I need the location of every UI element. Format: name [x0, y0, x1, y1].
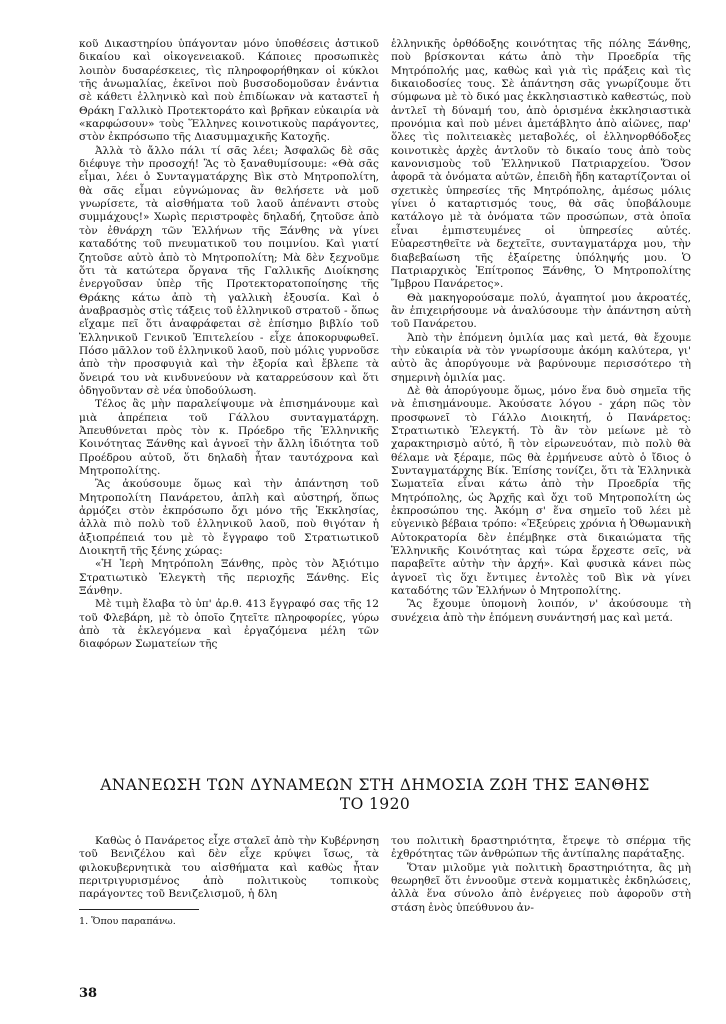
- paragraph: Θὰ μακηγορούσαμε πολύ, ἀγαπητοί μου ἀκροατές, ἂν ἐπιχειρήσουμε νὰ ἀναλύσουμε τὴν ἀπάντηση αὐτὴ τοῦ Πανάρετου.: [391, 291, 691, 331]
- footnote: 1. Ὅπου παραπάνω.: [79, 916, 176, 927]
- paragraph: Ἂς ἀκούσουμε ὅμως καὶ τὴν ἀπάντηση τοῦ Μητροπολίτη Πανάρετου, ἁπλὴ καὶ αὐστηρή, ὅπως ἁρμόζει στὸν ἐκπρόσωπο ὄχι μόνο τῆς Ἐκκλησίας, ἀλλὰ πιὸ πολὺ τοῦ ἑλληνικοῦ λαοῦ, ποὺ θιγόταν ἡ ἀξιοπρέπειά του μὲ τὸ ἔγγραφο τοῦ Στρατιωτικοῦ Διοικητῆ τῆς ξένης χώρας:: [79, 478, 379, 558]
- section-heading-line1: ΑΝΑΝΕΩΣΗ ΤΩΝ ΔΥΝΑΜΕΩΝ ΣΤΗ ΔΗΜΟΣΙΑ ΖΩΗ ΤΗΣ ΞΑΝΘΗΣ: [100, 776, 650, 794]
- lower-right-column: [391, 835, 691, 915]
- paragraph: Ἀπὸ τὴν ἑπόμενη ὁμιλία μας καὶ μετά, θὰ ἔχουμε τὴν εὐκαιρία νὰ τὸν γνωρίσουμε ἀκόμη καλύτερα, γι' αὐτὸ ἂς ἀπορύγουμε νὰ βαρύνουμε περισσότερο τὴ σημερινὴ ὁμιλία μας.: [391, 331, 691, 384]
- paragraph: κοῦ Δικαστηρίου ὑπάγονταν μόνο ὑποθέσεις ἀστικοῦ δικαίου καὶ οἰκογενειακοῦ. Κάποιες προσωπικὲς λοιπὸν δυσαρέσκειες, τὶς πληροφορήθηκαν οἱ κύκλοι τῆς ἀνωμαλίας, ἐκεῖνοι ποὺ βυσσοδομοῦσαν ἐνάντια σὲ κάθετι ἑλληνικὸ καὶ ποὺ ἐπιδίωκαν νὰ καταστεῖ ἡ Θράκη Γαλλικὸ Προτεκτοράτο καὶ βρῆκαν εὐκαιρία νὰ «καρφώσουν» τοὺς Ἕλληνες κοινοτικοὺς παράγοντες, στὸν ἐκπρόσωπο τῆς Διασυμμαχικῆς Κατοχῆς.: [79, 38, 379, 144]
- paragraph: ἑλληνικῆς ὀρθόδοξης κοινότητας τῆς πόλης Ξάνθης, ποὺ βρίσκονται κάτω ἀπὸ τὴν Προεδρία τῆς Μητρόπολής μας, καθὼς καὶ γιὰ τὶς πράξεις καὶ τὶς δικαιοδοσίες τους. Σὲ ἀπάντηση σᾶς γνωρίζουμε ὅτι σύμφωνα μὲ τὸ δικό μας ἐκκλησιαστικὸ καθεστώς, ποὺ ἀντλεῖ τὴ δύναμή του, ἀπὸ ὁρισμένα ἐκκλησιαστικὰ προνόμια καὶ ποὺ μένει ἀμετάβλητο ἀπὸ αἰῶνες, παρ' ὅλες τὶς πολιτειακὲς μεταβολές, οἱ ἑλληνορθόδοξες κοινοτικὲς ἀρχὲς ἀντλοῦν τὸ δικαίο τους ἀπὸ τοὺς κανονισμοὺς τοῦ Ἑλληνικοῦ Πατριαρχείου. Ὅσον ἀφορᾶ τὰ ὀνόματα αὐτῶν, ἐπειδὴ ἤδη καταρτίζονται οἱ σχετικὲς ὑπηρεσίες τῆς Μητρόπολης, ἀμέσως μόλις γίνει ὁ καταρτισμός τους, θὰ σᾶς ὑποβάλουμε κατάλογο μὲ τὰ ὀνόματα τῶν προσώπων, στὰ ὁποῖα εἶναι ἐμπιστευμένες οἱ ὑπηρεσίες αὐτές. Εὐαρεστηθεῖτε νὰ δεχτεῖτε, συνταγματάρχα μου, τὴν διαβεβαίωση τῆς ἐξαίρετης ὑπόληψής μου. Ὁ Πατριαρχικὸς Ἐπίτροπος Ξάνθης, Ὁ Μητροπολίτης Ἴμβρου Πανάρετος».: [391, 38, 691, 291]
- footnote-rule: [79, 909, 199, 910]
- paragraph: «Ἡ Ἱερὴ Μητρόπολη Ξάνθης, πρὸς τὸν Ἀξιότιμο Στρατιωτικὸ Ἐλεγκτὴ τῆς περιοχῆς Ξάνθης. Εἰς Ξάνθην.: [79, 558, 379, 598]
- right-column: [391, 38, 691, 625]
- paragraph: Καθὼς ὁ Πανάρετος εἶχε σταλεῖ ἀπὸ τὴν Κυβέρνηση τοῦ Βενιζέλου καὶ δὲν εἶχε κρύψει ἴσως, τὰ φιλοκυβερνητικὰ του αἰσθήματα καὶ καθὼς ἦταν περιτριγυρισμένος ἀπὸ πολιτικοὺς τοπικοὺς παράγοντες τοῦ Βενιζελισμοῦ, ἡ δλη: [79, 835, 379, 901]
- section-heading: [95, 776, 655, 814]
- paragraph: Ὅταν μιλοῦμε γιὰ πολιτικὴ δραστηριότητα, ἂς μὴ θεωρηθεῖ ὅτι ἐννοοῦμε στενὰ κομματικὲς ἐκδηλώσεις, ἀλλὰ ἕνα σύνολο ἀπὸ ἐνέργειες ποὺ ἀφοροῦν στὴ στάση ἑνὸς ὑπεύθυνου ἀν-: [391, 861, 691, 914]
- paragraph: Δὲ θὰ ἀπορύγουμε ὅμως, μόνο ἕνα δυὸ σημεῖα τῆς νὰ ἐπισημάνουμε. Ἀκούσατε λόγου - χάρη πῶς τὸν προσφωνεῖ τὸ Γάλλο Διοικητή, ὁ Πανάρετος: Στρατιωτικὸ Ἐλεγκτή. Τὸ ἂν τὸν μείωνε μὲ τὸ χαρακτηρισμὸ αὐτό, ἢ τὸν εἰρωνευόταν, πιὸ πολὺ θὰ θέλαμε νὰ ξέραμε, πῶς θὰ ἑρμήνευσε αὐτὸ ὁ ἴδιος ὁ Συνταγματάρχης Βίκ. Ἐπίσης τονίζει, ὅτι τὰ Ἑλληνικὰ Σωματεῖα εἶναι κάτω ἀπὸ τὴν Προεδρία τῆς Μητρόπολης, ὡς Ἀρχῆς καὶ ὄχι τοῦ Μητροπολίτη ὡς ἐκπροσώπου της. Ἀκόμη σ' ἕνα σημεῖο τοῦ λέει μὲ εὐγενικὸ βέβαια τρόπο: «Ἐξεύρεις χρόνια ἡ Ὀθωμανικὴ Αὐτοκρατορία δὲν ἐπέμβηκε στὰ δικαιώματα τῆς Ἑλληνικῆς Κοινότητας καὶ τώρα ἔρχεστε σεῖς, νὰ παραβεῖτε αὐτὴν τὴν ἀρχή». Καὶ φυσικὰ κάνει πὼς ἀγνοεῖ τὶς ὅχι ἔντιμες ἐντολὲς τοῦ Βὶκ νὰ γίνει καταδότης τῶν Ἑλλήνων ὁ Μητροπολίτης.: [391, 384, 691, 598]
- paragraph: του πολιτικὴ δραστηριότητα, ἔτρεψε τὸ σπέρμα τῆς ἐχθρότητας τῶν ἀνθρώπων τῆς ἀντίπαλης παράταξης.: [391, 835, 691, 861]
- paragraph: Τέλος ἂς μὴν παραλείψουμε νὰ ἐπισημάνουμε καὶ μιὰ ἀπρέπεια τοῦ Γάλλου συνταγματάρχη. Ἀπευθύνεται πρὸς τὸν κ. Πρόεδρο τῆς Ἑλληνικῆς Κοινότητας Ξάνθης καὶ ἀγνοεῖ τὴν ἄλλη ἰδιότητα τοῦ Προέδρου αὐτοῦ, ὅτι δηλαδὴ ἦταν ταυτόχρονα καὶ Μητροπολίτης.: [79, 398, 379, 477]
- page-number: 38: [79, 986, 98, 1001]
- paragraph: Ἀλλὰ τὸ ἄλλο πάλι τί σᾶς λέει; Ἀσφαλῶς δὲ σᾶς διέφυγε τὴν προσοχή! Ἂς τὸ ξαναθυμίσουμε: «Θὰ σᾶς εἶμαι, λέει ὁ Συνταγματάρχης Βὶκ στὸ Μητροπολίτη, θὰ σᾶς εἶμαι εὐγνώμονας ἂν θελήσετε νὰ μοῦ γνωρίσετε, τὰ αἰσθήματα τοῦ λαοῦ ἀπέναντι στοὺς συμμάχους!» Χωρὶς περιστροφὲς δηλαδή, ζητοῦσε ἀπὸ τὸν ἐθνάρχη τῶν Ἑλλήνων τῆς Ξάνθης νὰ γίνει καταδότης τοῦ πνευματικοῦ του ποιμνίου. Καὶ γιατί ζητοῦσε αὐτὸ ἀπὸ τὸ Μητροπολίτη; Μὰ δὲν ξεχνοῦμε ὅτι τὰ κατώτερα ὄργανα τῆς Γαλλικῆς Διοίκησης ἐνεργοῦσαν ὑπὲρ τῆς Προτεκτορατοποίησης τῆς Θράκης κάτω ἀπὸ τὴ γαλλικὴ ἐξουσία. Καὶ ὁ ἀναβρασμὸς στὶς τάξεις τοῦ ἑλληνικοῦ στρατοῦ - ὅπως εἴχαμε πεῖ ὅτι ἀναφράφεται σὲ ἐπίσημο βιβλίο τοῦ Ἑλληνικοῦ Γενικοῦ Ἐπιτελείου - εἶχε ἀποκορυφωθεῖ. Πόσο μᾶλλον τοῦ ἑλληνικοῦ λαοῦ, ποὺ μόλις γυρνοῦσε ἀπὸ τὴν προσφυγιὰ καὶ τὴν ἐξορία καὶ ἔβλεπε τὰ ὄνειρά του νὰ κινδυνεύουν νὰ καταρρεύσουν καὶ ὅτι ὁδηγοῦνταν σὲ νέα ὑποδούλωση.: [79, 144, 379, 397]
- left-column: [79, 38, 379, 652]
- lower-left-column: [79, 835, 379, 902]
- section-heading-line2: ΤΟ 1920: [339, 795, 411, 813]
- paragraph: Ἂς ἔχουμε ὑπομονὴ λοιπόν, ν' ἀκούσουμε τὴ συνέχεια ἀπὸ τὴν ἑπόμενη συνάντησή μας καὶ μετά.: [391, 598, 691, 624]
- paragraph: Μὲ τιμὴ ἔλαβα τὸ ὑπ' ἀρ.θ. 413 ἔγγραφό σας τῆς 12 τοῦ Φλεβάρη, μὲ τὸ ὁποῖο ζητεῖτε πληροφορίες, γύρω ἀπὸ τὰ ἐκλεγόμενα καὶ ἐργαζόμενα μέλη τῶν διαφόρων Σωματείων τῆς: [79, 598, 379, 651]
